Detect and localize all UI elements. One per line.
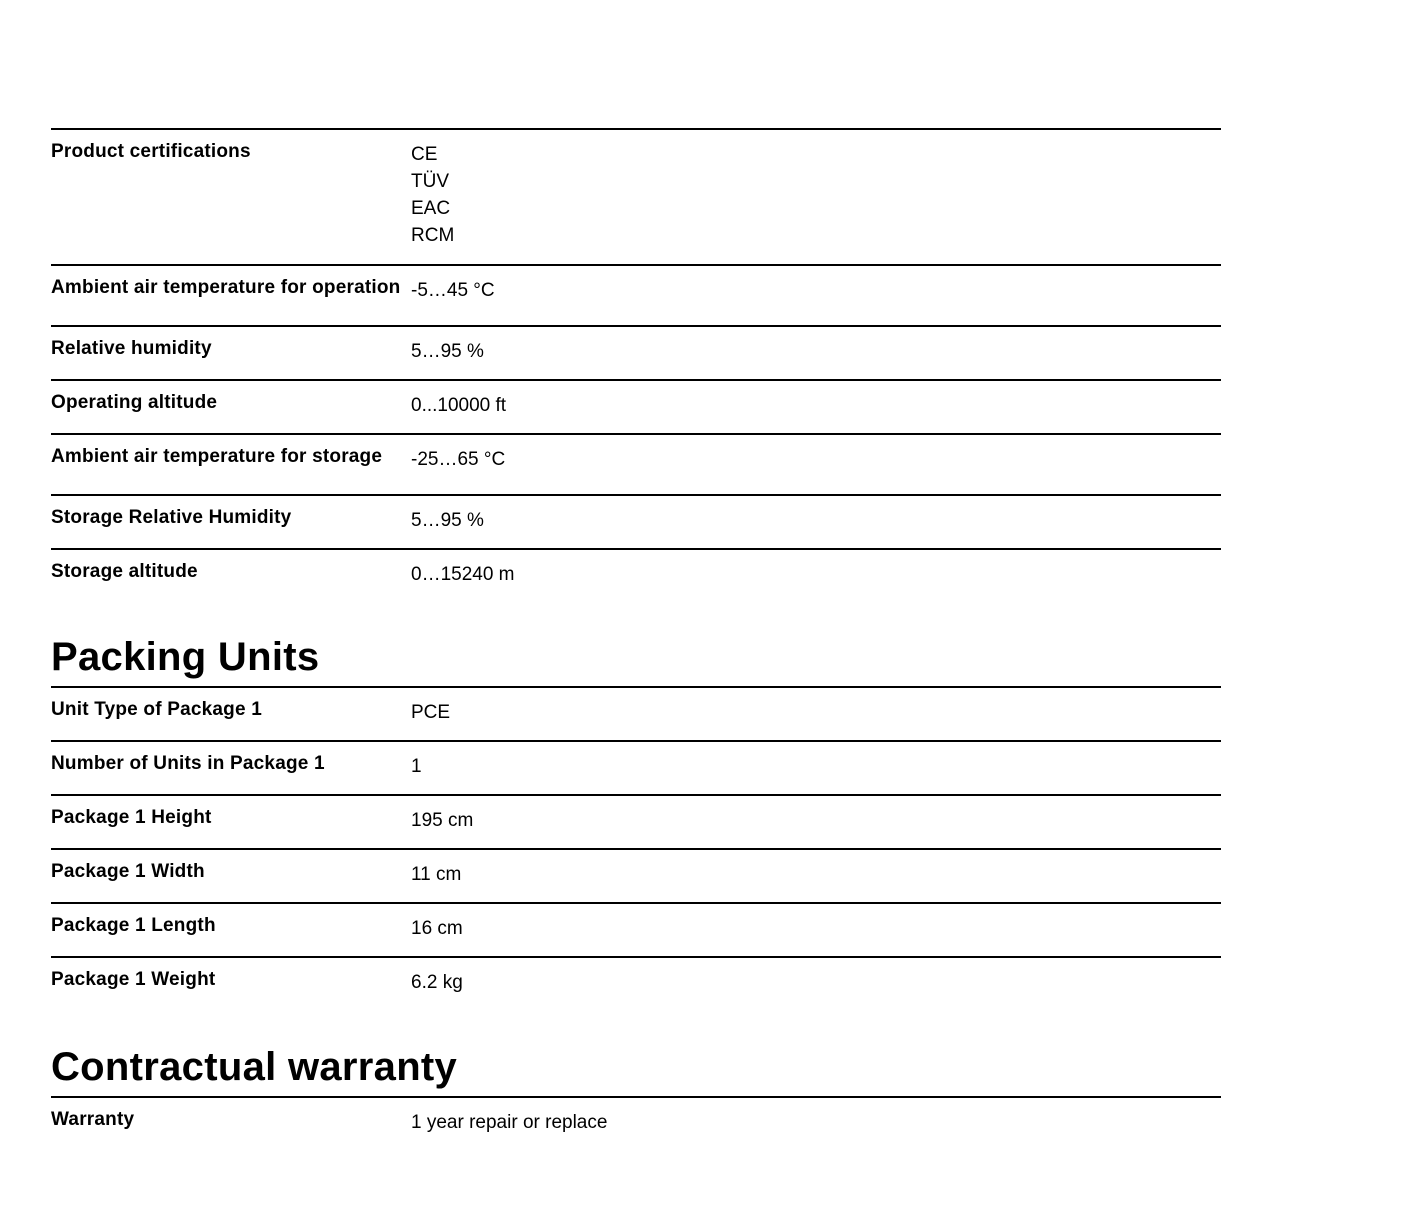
row-label: Relative humidity bbox=[51, 338, 212, 359]
row-label: Package 1 Height bbox=[51, 807, 212, 828]
packing-table bbox=[51, 686, 1221, 1044]
table-row bbox=[51, 494, 1221, 548]
row-label: Ambient air temperature for operation bbox=[51, 277, 401, 298]
row-label: Package 1 Width bbox=[51, 861, 205, 882]
table-row bbox=[51, 379, 1221, 433]
table-row bbox=[51, 794, 1221, 848]
row-value: PCE bbox=[411, 702, 451, 723]
row-label: Unit Type of Package 1 bbox=[51, 699, 262, 720]
table-row bbox=[51, 848, 1221, 902]
row-value: 11 cm bbox=[411, 864, 462, 885]
table-row bbox=[51, 1096, 1221, 1150]
certification-item: RCM bbox=[411, 225, 455, 246]
table-row bbox=[51, 433, 1221, 494]
spec-sheet bbox=[51, 128, 1221, 1150]
table-row bbox=[51, 686, 1221, 740]
row-value: 1 bbox=[411, 756, 422, 777]
table-row bbox=[51, 902, 1221, 956]
warranty-table bbox=[51, 1096, 1221, 1150]
row-label: Warranty bbox=[51, 1109, 135, 1130]
row-value: 195 cm bbox=[411, 810, 474, 831]
row-value: -5…45 °C bbox=[411, 280, 495, 301]
table-row bbox=[51, 264, 1221, 325]
table-row bbox=[51, 548, 1221, 634]
row-label: Number of Units in Package 1 bbox=[51, 753, 325, 774]
certification-item: TÜV bbox=[411, 171, 449, 192]
row-label: Package 1 Weight bbox=[51, 969, 216, 990]
environment-table bbox=[51, 128, 1221, 634]
row-value bbox=[411, 130, 454, 264]
table-row bbox=[51, 740, 1221, 794]
certification-item: EAC bbox=[411, 198, 451, 219]
row-value: 0...10000 ft bbox=[411, 395, 507, 416]
table-row bbox=[51, 325, 1221, 379]
row-label: Operating altitude bbox=[51, 392, 218, 413]
row-value: 5…95 % bbox=[411, 341, 484, 362]
row-label: Storage altitude bbox=[51, 561, 198, 582]
row-value: 1 year repair or replace bbox=[411, 1112, 608, 1133]
row-label: Ambient air temperature for storage bbox=[51, 446, 383, 467]
row-value: 6.2 kg bbox=[411, 972, 463, 993]
certification-item: CE bbox=[411, 144, 438, 165]
section-title-packing: Packing Units bbox=[51, 635, 320, 679]
table-row bbox=[51, 128, 1221, 264]
row-value: 0…15240 m bbox=[411, 564, 515, 585]
row-value: 16 cm bbox=[411, 918, 463, 939]
row-label: Storage Relative Humidity bbox=[51, 507, 292, 528]
table-row bbox=[51, 956, 1221, 1044]
row-value: 5…95 % bbox=[411, 510, 484, 531]
row-label: Product certifications bbox=[51, 141, 251, 162]
row-value: -25…65 °C bbox=[411, 449, 506, 470]
row-label: Package 1 Length bbox=[51, 915, 216, 936]
section-title-warranty: Contractual warranty bbox=[51, 1045, 458, 1089]
